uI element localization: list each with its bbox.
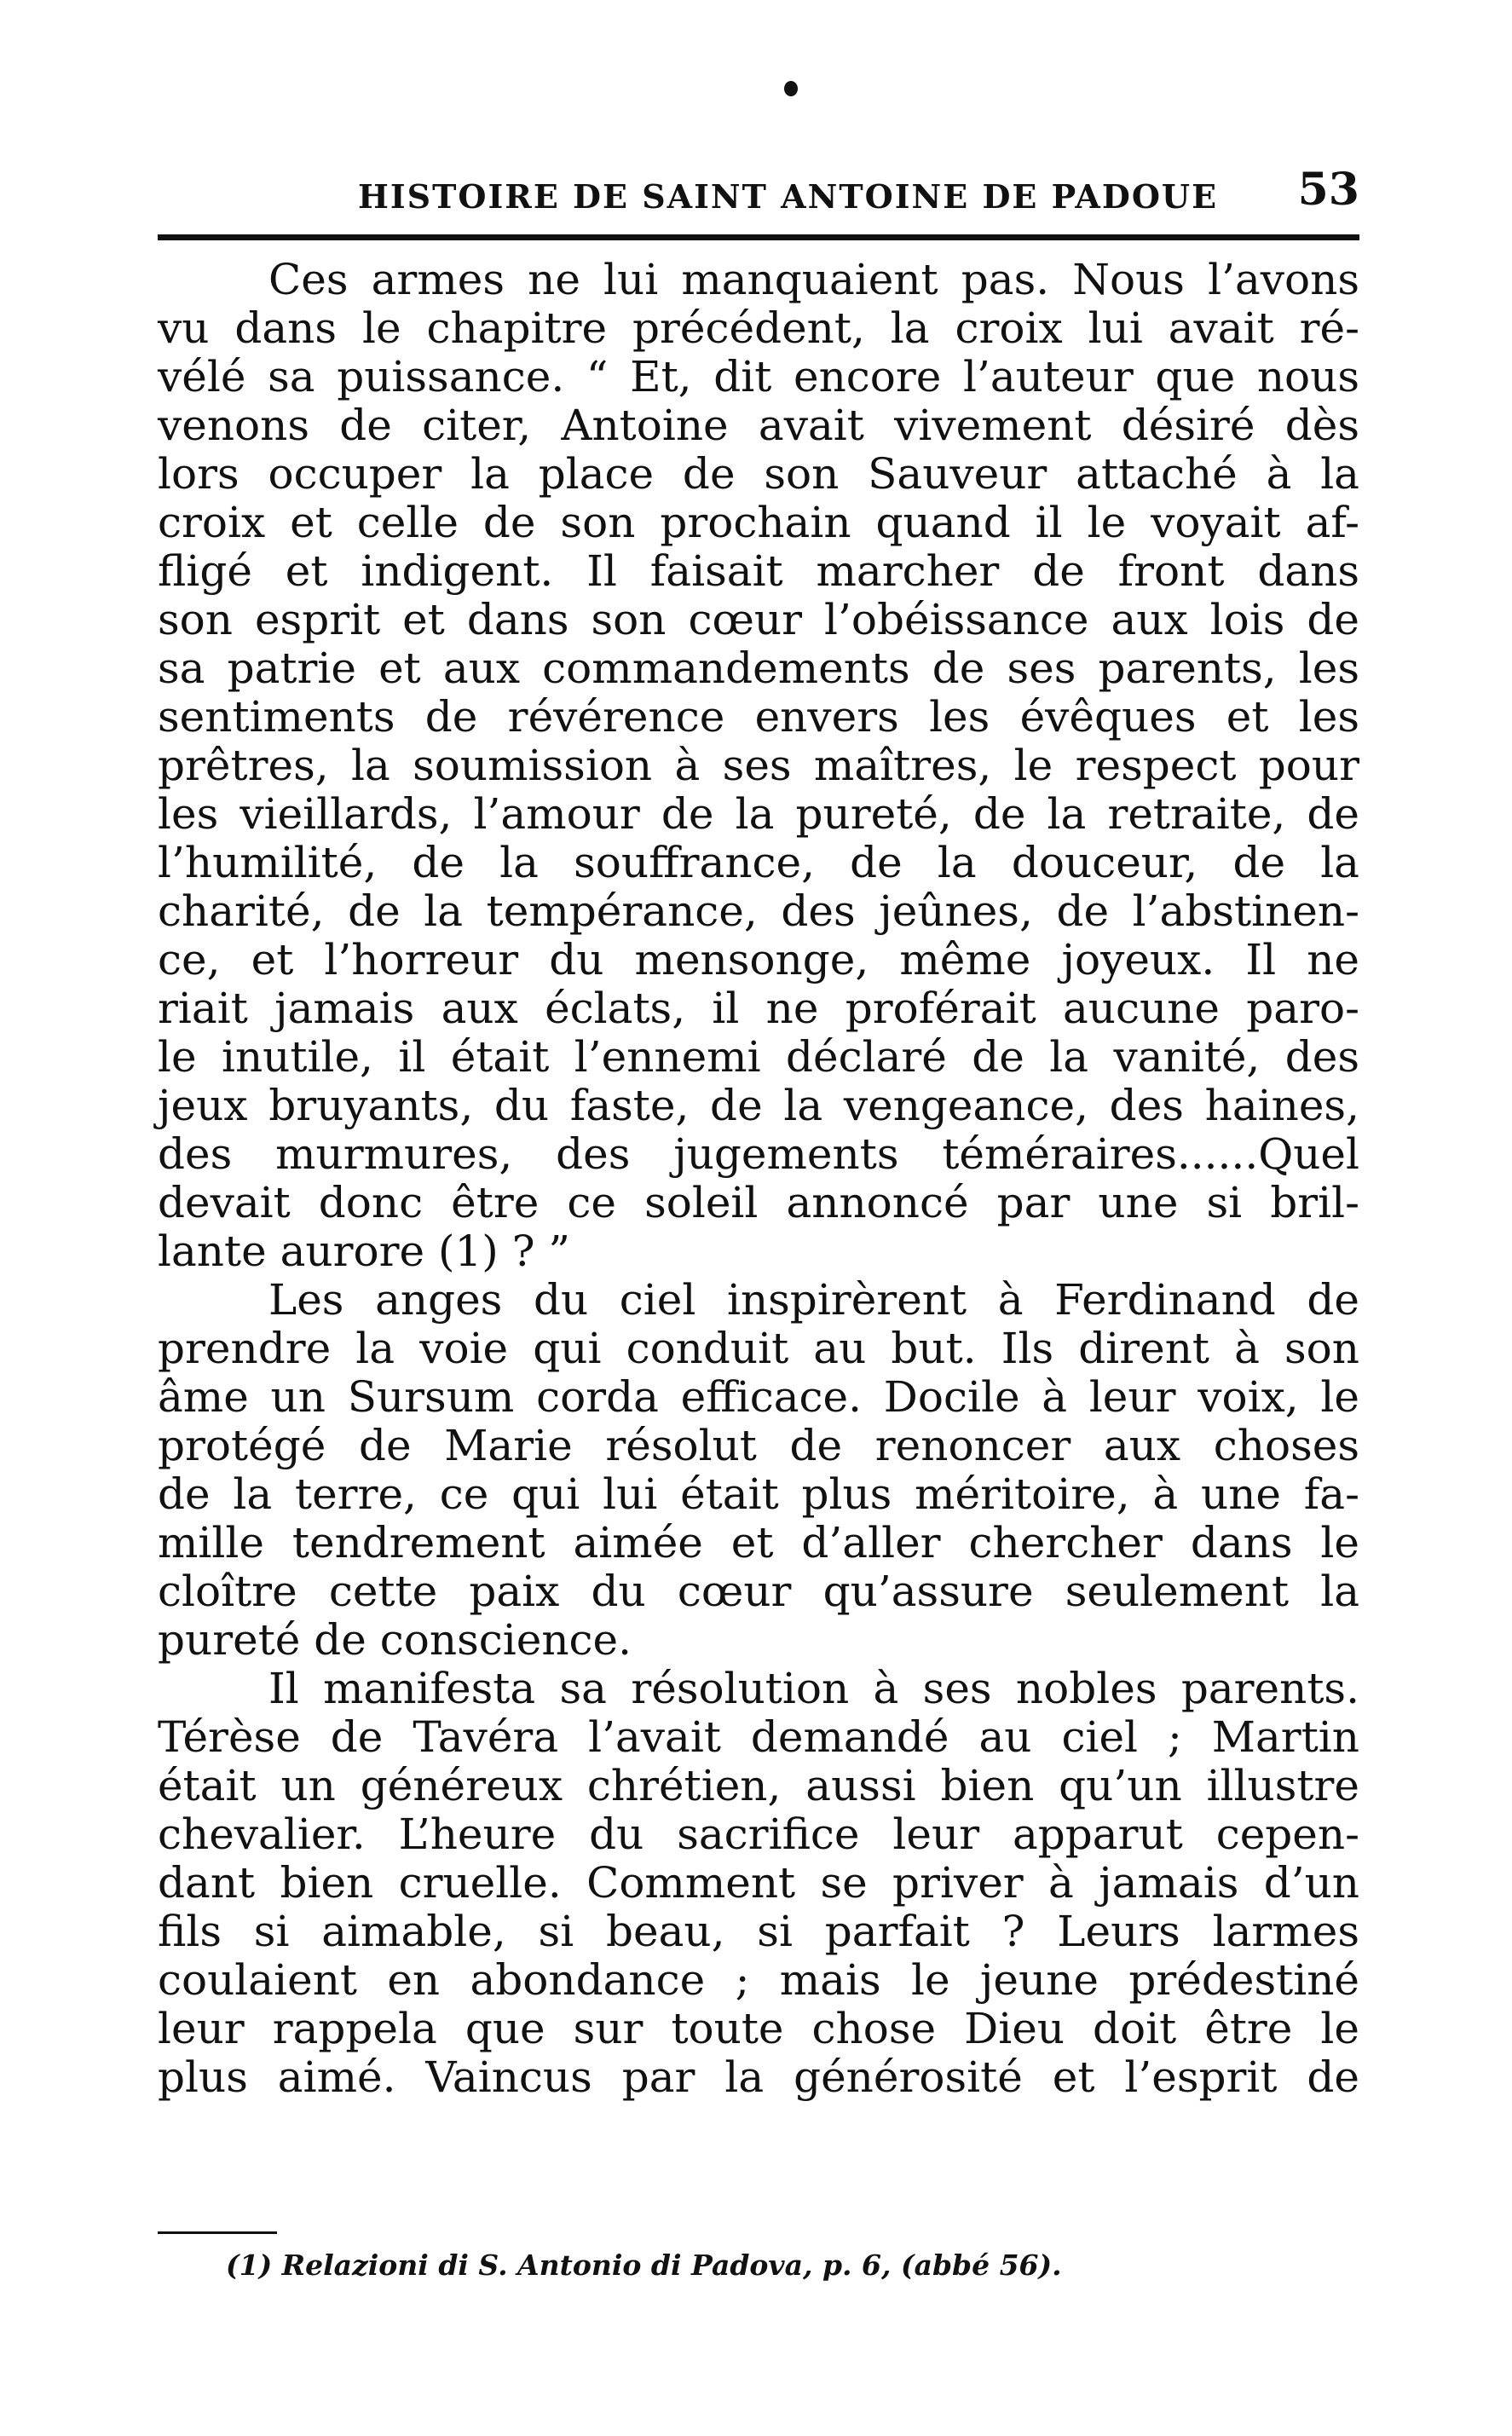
text-line: fils si aimable, si beau, si parfait ? Leurs larmes xyxy=(158,1907,1359,1956)
footnote-rule xyxy=(158,2231,277,2234)
text-line: pureté de conscience. xyxy=(158,1615,632,1665)
ink-speck xyxy=(784,81,798,96)
text-line: dant bien cruelle. Comment se priver à jamais d’un xyxy=(158,1858,1359,1908)
paragraph-1 xyxy=(158,256,1359,1276)
text-line: riait jamais aux éclats, il ne proférait aucune paro- xyxy=(158,984,1359,1033)
text-line: Ces armes ne lui manquaient pas. Nous l’avons xyxy=(268,255,1359,304)
text-line: cloître cette paix du cœur qu’assure seulement la xyxy=(158,1567,1359,1616)
text-line: coulaient en abondance ; mais le jeune prédestiné xyxy=(158,1955,1359,2005)
header-rule xyxy=(158,234,1359,240)
text-line: fligé et indigent. Il faisait marcher de front dans xyxy=(158,546,1359,596)
text-line: vélé sa puissance. “ Et, dit encore l’auteur que nous xyxy=(158,352,1359,401)
page-number: 53 xyxy=(1297,164,1359,216)
text-line: de la terre, ce qui lui était plus méritoire, à une fa- xyxy=(158,1469,1359,1519)
text-line: l’humilité, de la souffrance, de la douceur, de la xyxy=(158,838,1359,887)
paragraph-3 xyxy=(158,1665,1359,2102)
text-line: Les anges du ciel inspirèrent à Ferdinand de xyxy=(268,1275,1359,1325)
text-line: chevalier. L’heure du sacrifice leur apparut cepen- xyxy=(158,1810,1359,1859)
text-line: des murmures, des jugements téméraires......Quel xyxy=(158,1129,1359,1179)
text-line: ce, et l’horreur du mensonge, même joyeux. Il ne xyxy=(158,935,1359,984)
text-line: les vieillards, l’amour de la pureté, de la retraite, de xyxy=(158,789,1359,839)
text-line: était un généreux chrétien, aussi bien qu’un illustre xyxy=(158,1761,1359,1810)
text-line: charité, de la tempérance, des jeûnes, de l’abstinen- xyxy=(158,886,1359,936)
body-text xyxy=(158,256,1359,2102)
text-line: mille tendrement aimée et d’aller chercher dans le xyxy=(158,1518,1359,1567)
running-title: HISTOIRE DE SAINT ANTOINE DE PADOUE xyxy=(358,177,1219,216)
text-line: le inutile, il était l’ennemi déclaré de la vanité, des xyxy=(158,1032,1359,1082)
text-line: devait donc être ce soleil annoncé par une si bril- xyxy=(158,1178,1359,1227)
paragraph-2 xyxy=(158,1276,1359,1665)
text-line: lors occuper la place de son Sauveur attaché à la xyxy=(158,449,1359,499)
text-line: protégé de Marie résolut de renoncer aux choses xyxy=(158,1421,1359,1470)
text-line: vu dans le chapitre précédent, la croix lui avait ré- xyxy=(158,303,1359,353)
text-line: sentiments de révérence envers les évêques et les xyxy=(158,692,1359,742)
text-line: prêtres, la soumission à ses maîtres, le respect pour xyxy=(158,741,1359,790)
text-line: lante aurore (1) ? ” xyxy=(158,1227,570,1276)
text-line: sa patrie et aux commandements de ses parents, les xyxy=(158,644,1359,693)
text-line: prendre la voie qui conduit au but. Ils dirent à son xyxy=(158,1324,1359,1373)
text-line: leur rappela que sur toute chose Dieu doit être le xyxy=(158,2004,1359,2053)
text-line: venons de citer, Antoine avait vivement désiré dès xyxy=(158,401,1359,450)
text-line: son esprit et dans son cœur l’obéissance aux lois de xyxy=(158,595,1359,644)
text-line: âme un Sursum corda efficace. Docile à leur voix, le xyxy=(158,1372,1359,1422)
text-line: plus aimé. Vaincus par la générosité et l’esprit de xyxy=(158,2052,1359,2102)
text-line: Il manifesta sa résolution à ses nobles parents. xyxy=(268,1664,1359,1713)
text-line: croix et celle de son prochain quand il le voyait af- xyxy=(158,498,1359,547)
footnote: (1) Relazioni di S. Antonio di Padova, p. 6, (abbé 56). xyxy=(226,2248,1062,2282)
page-header xyxy=(158,164,1359,222)
text-line: jeux bruyants, du faste, de la vengeance, des haines, xyxy=(158,1081,1359,1130)
text-line: Térèse de Tavéra l’avait demandé au ciel ; Martin xyxy=(158,1712,1359,1762)
